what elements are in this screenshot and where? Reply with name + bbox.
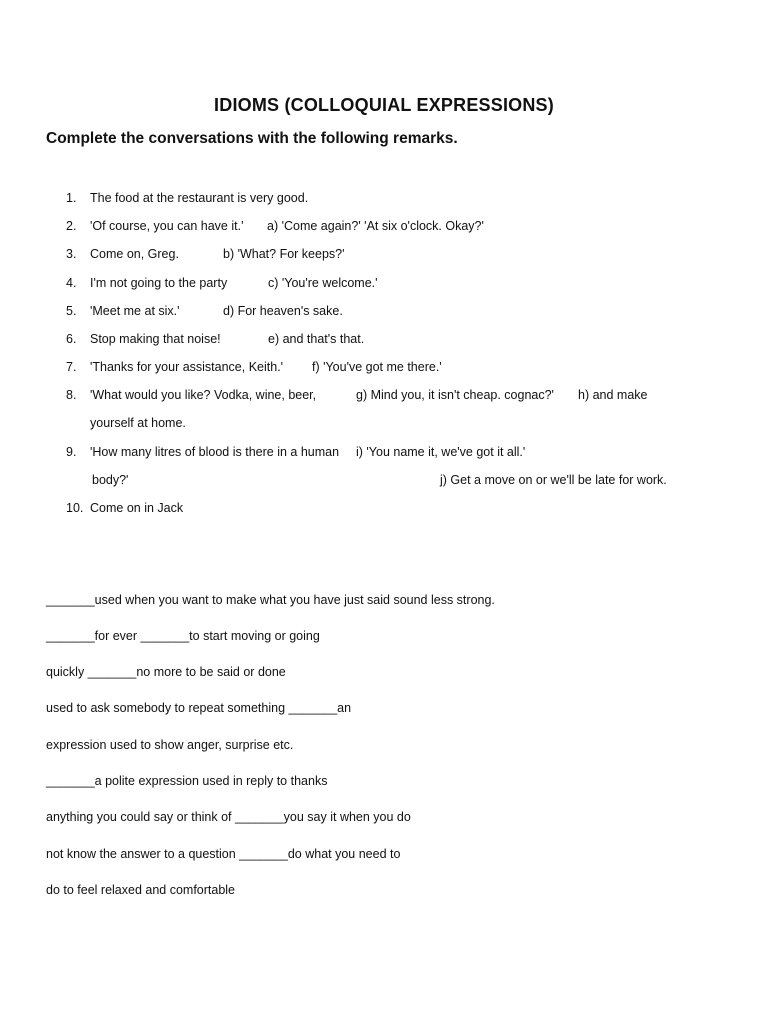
list-item: 'What would you like? Vodka, wine, beer, — [90, 388, 317, 402]
remark-c: c) 'You're welcome.' — [268, 276, 378, 290]
list-item: 'Thanks for your assistance, Keith.' — [90, 360, 284, 374]
list-item: Come on, Greg. — [90, 247, 179, 261]
definition-line: not know the answer to a question _______do what you need to — [46, 847, 401, 861]
instruction-text: Complete the conversations with the following remarks. — [46, 130, 458, 147]
item-number: 9. — [66, 445, 77, 459]
definition-line: expression used to show anger, surprise etc. — [46, 738, 294, 752]
remark-g: g) Mind you, it isn't cheap. cognac?' — [356, 388, 554, 402]
list-item: 'How many litres of blood is there in a human — [90, 445, 340, 459]
item-number: 2. — [66, 219, 77, 233]
remark-a: a) 'Come again?' 'At six o'clock. Okay?' — [267, 219, 484, 233]
item-number: 10. — [66, 501, 84, 515]
item-number: 4. — [66, 276, 77, 290]
item-number: 8. — [66, 388, 77, 402]
list-item: Stop making that noise! — [90, 332, 221, 346]
definition-line: _______used when you want to make what you have just said sound less strong. — [46, 593, 495, 607]
definition-line: _______for ever _______to start moving or going — [46, 629, 320, 643]
definition-line: do to feel relaxed and comfortable — [46, 883, 236, 897]
remark-f: f) 'You've got me there.' — [312, 360, 442, 374]
list-item: 'Meet me at six.' — [90, 304, 180, 318]
definition-line: _______a polite expression used in reply to thanks — [46, 774, 328, 788]
definition-line: used to ask somebody to repeat something _______an — [46, 701, 352, 715]
list-item-continuation: body?' — [92, 473, 129, 487]
remark-j: j) Get a move on or we'll be late for work. — [440, 473, 667, 487]
item-number: 3. — [66, 247, 77, 261]
list-item: The food at the restaurant is very good. — [90, 191, 309, 205]
remark-b: b) 'What? For keeps?' — [223, 247, 345, 261]
definition-line: anything you could say or think of _______you say it when you do — [46, 810, 411, 824]
remark-e: e) and that's that. — [268, 332, 365, 346]
remark-h: h) and make — [578, 388, 648, 402]
item-number: 6. — [66, 332, 77, 346]
item-number: 5. — [66, 304, 77, 318]
list-item: I'm not going to the party — [90, 276, 228, 290]
remark-i: i) 'You name it, we've got it all.' — [356, 445, 526, 459]
definition-line: quickly _______no more to be said or done — [46, 665, 286, 679]
item-number: 1. — [66, 191, 77, 205]
page-title: IDIOMS (COLLOQUIAL EXPRESSIONS) — [214, 95, 554, 115]
list-item-continuation: yourself at home. — [90, 416, 186, 430]
remark-d: d) For heaven's sake. — [223, 304, 343, 318]
item-number: 7. — [66, 360, 77, 374]
list-item: Come on in Jack — [90, 501, 184, 515]
list-item: 'Of course, you can have it.' — [90, 219, 244, 233]
